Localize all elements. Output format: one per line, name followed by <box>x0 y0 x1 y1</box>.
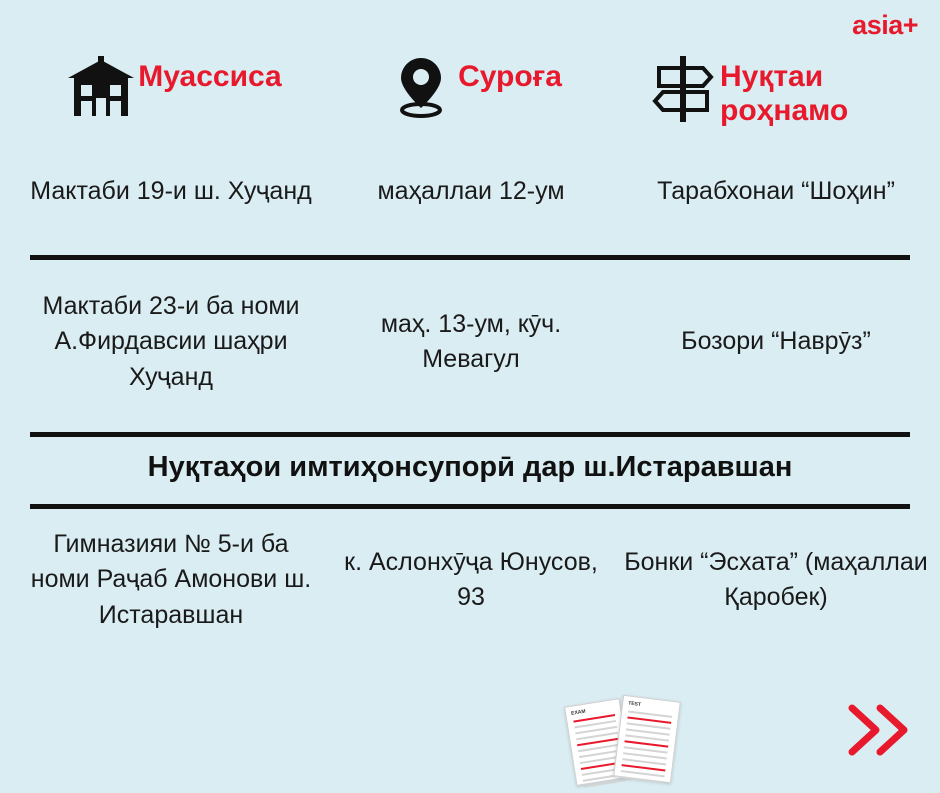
header-label-address: Суроға <box>458 60 562 93</box>
cell-address: маҳ. 13-ум, кӯч. Мевагул <box>380 309 562 374</box>
header-column-landmark <box>618 52 938 127</box>
table-header <box>0 0 940 127</box>
row-divider <box>30 255 910 260</box>
section-title: Нуқтаҳои имтиҳонсупорӣ дар ш.Истаравшан <box>147 451 793 484</box>
school-building-icon <box>64 52 138 126</box>
double-chevron-right-icon <box>846 702 916 758</box>
section-divider-bottom <box>30 504 910 509</box>
table-row <box>0 515 940 645</box>
cell-institution: Мактаби 23-и ба номи А.Фирдавсии шаҳри Хуҷанд <box>42 291 300 391</box>
brand-logo: asia+ <box>852 10 918 40</box>
cell-institution: Гимназияи № 5-и ба номи Раҷаб Амонови ш. Истаравшан <box>30 529 312 629</box>
documents-icon: EXAM TEST <box>570 688 710 788</box>
header-label-institution: Муассиса <box>138 60 282 93</box>
cell-address: к. Аслонхӯҷа Юнусов, 93 <box>344 547 598 612</box>
cell-address: маҳаллаи 12-ум <box>377 177 565 206</box>
signpost-icon <box>646 52 720 126</box>
map-pin-icon <box>384 52 458 126</box>
header-column-institution <box>18 52 328 126</box>
header-column-address <box>328 52 618 126</box>
cell-landmark: Бонки “Эсхата” (маҳаллаи Қаробек) <box>624 547 928 612</box>
cell-institution: Мактаби 19-и ш. Хуҷанд <box>30 177 312 206</box>
header-label-landmark: Нуқтаи роҳнамо <box>720 60 849 127</box>
cell-landmark: Бозори “Наврӯз” <box>681 327 871 356</box>
table-row <box>0 266 940 418</box>
cell-landmark: Тарабхонаи “Шоҳин” <box>657 177 895 206</box>
table-row <box>0 137 940 247</box>
